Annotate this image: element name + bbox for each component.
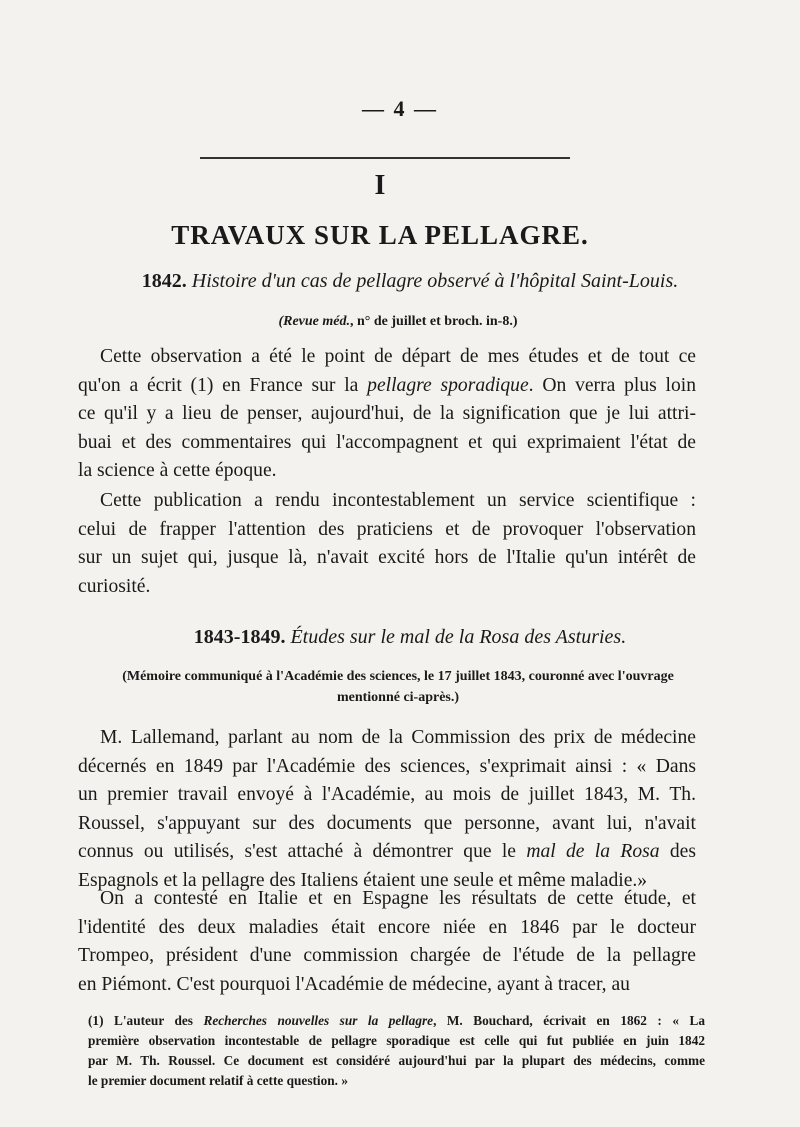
text-line: décernés en 1849 par l'Académie des sciences, s'exprimait ainsi : « Dans bbox=[78, 755, 696, 777]
text-line: Cette publication a rendu incontestablement un service scientifique : bbox=[100, 490, 696, 511]
text-line: sur un sujet qui, jusque là, n'avait excité hors de l'Italie qu'un intérêt de bbox=[78, 547, 696, 568]
text-line: la science à cette époque. bbox=[78, 460, 277, 481]
text-line: par M. Th. Roussel. Ce document est considéré aujourd'hui par la plupart des médecins, comme bbox=[88, 1053, 705, 1068]
footnote bbox=[88, 1011, 705, 1091]
text-line: connus ou utilisés, s'est attaché à démontrer que le mal de la Rosa des bbox=[78, 841, 696, 862]
text-line: curiosité. bbox=[78, 575, 151, 597]
entry-year: 1842. bbox=[141, 270, 187, 292]
text-line: en Piémont. C'est pourquoi l'Académie de médecine, ayant à tracer, au bbox=[78, 973, 630, 995]
text-line: un premier travail envoyé à l'Académie, au mois de juillet 1843, M. Th. bbox=[78, 784, 696, 805]
text-line: celui de frapper l'attention des praticiens et de provoquer l'observation bbox=[78, 518, 696, 540]
entry-title: Études sur le mal de la Rosa des Asturies. bbox=[290, 626, 627, 648]
text-line: buai et des commentaires qui l'accompagnent et qui exprimaient l'état de bbox=[78, 431, 696, 453]
text-line: qu'on a écrit (1) en France sur la pellagre sporadique. On verra plus loin bbox=[78, 374, 696, 396]
text-line: Espagnols et la pellagre des Italiens étaient une seule et même maladie.» bbox=[78, 869, 648, 891]
note-line: mentionné ci-après.) bbox=[336, 690, 460, 705]
text-line: On a contesté en Italie et en Espagne les résultats de cette étude, et bbox=[100, 888, 696, 909]
section-numeral: I bbox=[374, 170, 386, 201]
text-line: Roussel, s'appuyant sur des documents que personne, avant lui, n'avait bbox=[78, 812, 696, 834]
text-line: le premier document relatif à cette question. » bbox=[88, 1073, 348, 1088]
text-line: Cette observation a été le point de départ de mes études et de tout ce bbox=[100, 346, 696, 367]
paragraph bbox=[78, 487, 696, 601]
entry-note bbox=[78, 666, 718, 708]
section-title: TRAVAUX SUR LA PELLAGRE. bbox=[171, 220, 589, 250]
text-line: première observation incontestable de pellagre sporadique est celle qui fut publiée en juin 1842 bbox=[88, 1033, 705, 1048]
text-line: l'identité des deux maladies était encore niée en 1846 par le docteur bbox=[78, 916, 696, 938]
text-line: Trompeo, président d'une commission chargée de l'étude de la pellagre bbox=[78, 945, 696, 966]
paragraph bbox=[78, 343, 696, 486]
text-line: ce qu'il y a lieu de penser, aujourd'hui, de la signification que je lui attri- bbox=[78, 403, 696, 424]
header-rule bbox=[200, 157, 570, 159]
entry-year: 1843-1849. bbox=[193, 626, 286, 648]
entry-note bbox=[78, 311, 718, 332]
note-line: (Mémoire communiqué à l'Académie des sciences, le 17 juillet 1843, couronné avec l'ouvrage bbox=[122, 669, 674, 684]
paragraph bbox=[78, 885, 696, 999]
paragraph bbox=[78, 724, 696, 895]
entry-title: Histoire d'un cas de pellagre observé à l'hôpital Saint-Louis. bbox=[191, 270, 679, 292]
note-source: (Revue méd. bbox=[278, 314, 350, 329]
text-line: (1) L'auteur des Recherches nouvelles sur la pellagre, M. Bouchard, écrivait en 1862 : « La bbox=[88, 1013, 705, 1028]
note-detail: , n° de juillet et broch. in-8.) bbox=[350, 314, 518, 329]
entry-heading-1843 bbox=[90, 626, 730, 649]
entry-heading-1842 bbox=[90, 270, 730, 293]
page-number: — 4 — bbox=[362, 96, 438, 121]
text-line: M. Lallemand, parlant au nom de la Commission des prix de médecine bbox=[100, 727, 696, 748]
